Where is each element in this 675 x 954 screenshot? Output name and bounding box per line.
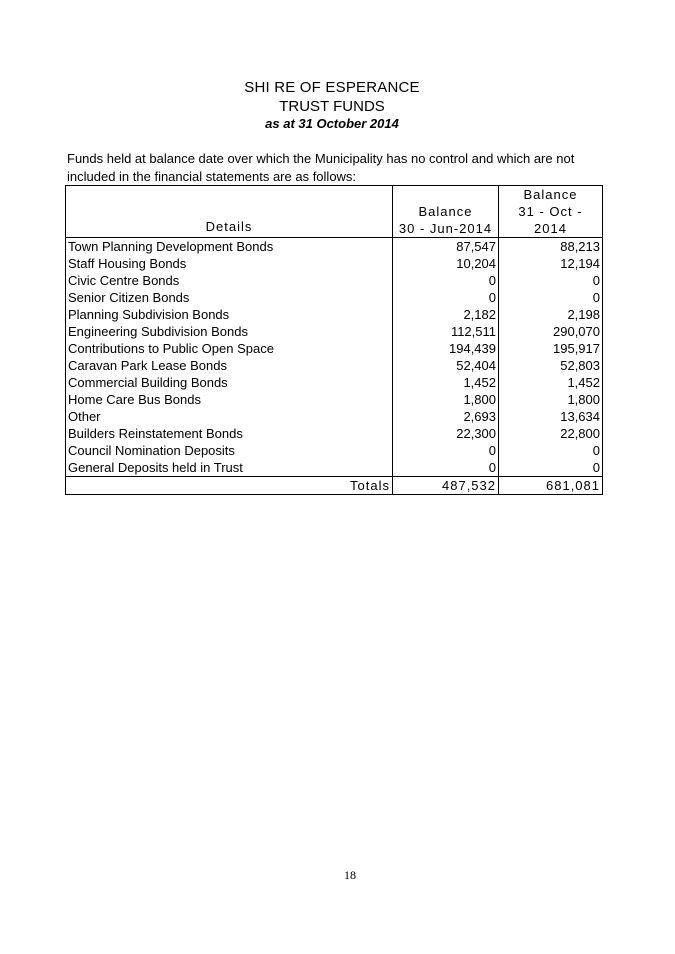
row-balance-oct: 0 [499, 272, 603, 289]
table-row [66, 272, 603, 289]
table-row [66, 323, 603, 340]
row-balance-oct: 52,803 [499, 357, 603, 374]
row-label: Council Nomination Deposits [68, 443, 235, 458]
row-label: Builders Reinstatement Bonds [68, 426, 243, 441]
table-row [66, 306, 603, 323]
row-balance-jun: 194,439 [393, 340, 499, 357]
row-label: Staff Housing Bonds [68, 256, 187, 271]
row-balance-jun: 0 [393, 289, 499, 306]
table-row [66, 255, 603, 272]
row-label: Home Care Bus Bonds [68, 392, 201, 407]
table-row [66, 357, 603, 374]
table-row [66, 340, 603, 357]
row-balance-oct: 195,917 [499, 340, 603, 357]
row-balance-jun: 0 [393, 442, 499, 459]
row-label: Other [68, 409, 101, 424]
totals-jun: 487,532 [393, 477, 499, 495]
row-balance-oct: 22,800 [499, 425, 603, 442]
row-label: General Deposits held in Trust [68, 460, 243, 475]
row-label: Town Planning Development Bonds [68, 239, 274, 254]
report-date: as at 31 October 2014 [265, 116, 399, 131]
page-number: 18 [344, 868, 356, 882]
row-balance-oct: 0 [499, 442, 603, 459]
table-row [66, 391, 603, 408]
row-balance-jun: 52,404 [393, 357, 499, 374]
row-balance-oct: 0 [499, 459, 603, 477]
table-row [66, 459, 603, 477]
row-balance-jun: 22,300 [393, 425, 499, 442]
table-row [66, 238, 603, 256]
row-label: Engineering Subdivision Bonds [68, 324, 248, 339]
header-balance-jun-line1: Balance [418, 204, 473, 219]
row-balance-jun: 10,204 [393, 255, 499, 272]
row-balance-jun: 87,547 [393, 238, 499, 256]
totals-row [66, 477, 603, 495]
table-row [66, 442, 603, 459]
row-label: Caravan Park Lease Bonds [68, 358, 227, 373]
row-balance-jun: 2,693 [393, 408, 499, 425]
table-row [66, 374, 603, 391]
header-balance-oct [499, 186, 603, 238]
row-label: Senior Citizen Bonds [68, 290, 190, 305]
header-balance-jun [393, 186, 499, 238]
row-balance-jun: 2,182 [393, 306, 499, 323]
header-balance-jun-line2: 30 - Jun-2014 [398, 221, 493, 236]
header-balance-oct-line3: 2014 [534, 221, 567, 236]
row-balance-oct: 1,800 [499, 391, 603, 408]
intro-text: Funds held at balance date over which the Municipality has no control and which are not included in the financial statements are as follows: [67, 151, 575, 184]
header-details: Details [205, 219, 253, 234]
row-balance-oct: 1,452 [499, 374, 603, 391]
table-row [66, 408, 603, 425]
row-balance-oct: 88,213 [499, 238, 603, 256]
table-row [66, 289, 603, 306]
row-label: Commercial Building Bonds [68, 375, 228, 390]
header-balance-oct-line2: 31 - Oct - [518, 204, 583, 219]
row-balance-oct: 2,198 [499, 306, 603, 323]
row-balance-jun: 0 [393, 272, 499, 289]
row-label: Civic Centre Bonds [68, 273, 180, 288]
row-label: Contributions to Public Open Space [68, 341, 274, 356]
totals-oct: 681,081 [499, 477, 603, 495]
row-balance-oct: 0 [499, 289, 603, 306]
row-balance-oct: 12,194 [499, 255, 603, 272]
header-balance-oct-line1: Balance [523, 187, 578, 202]
page-title: SHI RE OF ESPERANCE [244, 79, 420, 96]
page-subtitle: TRUST FUNDS [279, 98, 385, 115]
row-balance-oct: 13,634 [499, 408, 603, 425]
table-body [66, 238, 603, 477]
trust-funds-table [65, 185, 603, 495]
row-balance-oct: 290,070 [499, 323, 603, 340]
row-label: Planning Subdivision Bonds [68, 307, 230, 322]
table-row [66, 425, 603, 442]
row-balance-jun: 1,800 [393, 391, 499, 408]
row-balance-jun: 1,452 [393, 374, 499, 391]
row-balance-jun: 0 [393, 459, 499, 477]
totals-label: Totals [350, 478, 390, 493]
row-balance-jun: 112,511 [393, 323, 499, 340]
table-header-row [66, 186, 603, 238]
